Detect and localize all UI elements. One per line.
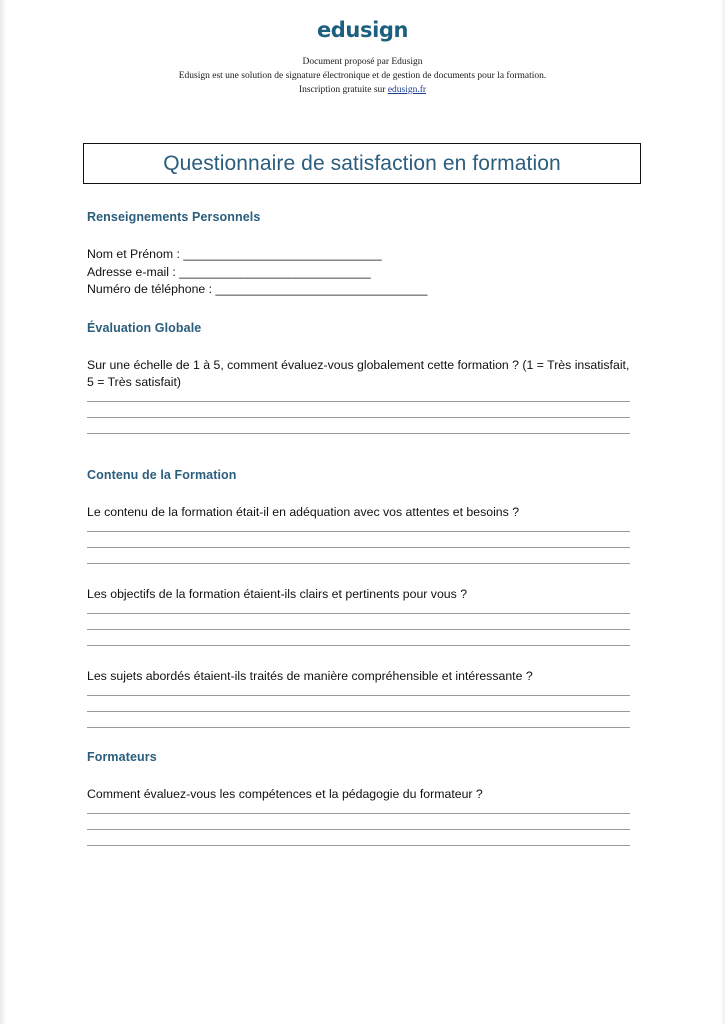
brand-wordmark [317,18,408,42]
header-line-3-prefix: Inscription gratuite sur [298,85,388,95]
question-text: Sur une échelle de 1 à 5, comment évaluez-vous globalement cette formation ? (1 = Très insatisfait, 5 = Très satisfait) [87,357,630,389]
question-block [87,586,632,646]
brand-logo [0,0,725,42]
answer-line[interactable] [87,829,630,830]
section-heading: Évaluation Globale [87,320,202,335]
answer-line[interactable] [87,711,630,712]
header-line-1: Document proposé par Edusign [302,57,423,67]
header-line-2: Edusign est une solution de signature électronique et de gestion de documents pour la formation. [178,71,547,81]
brand-name-part1: edu [316,18,360,42]
header-line-3 [0,83,725,97]
question-text: Comment évaluez-vous les compétences et la pédagogie du formateur ? [87,786,483,801]
edusign-website-link[interactable]: edusign.fr [387,85,427,95]
section-heading: Renseignements Personnels [87,210,261,224]
answer-lines[interactable] [87,531,632,564]
document-title-box [83,143,641,184]
answer-line[interactable] [87,613,630,614]
field-adresse-email[interactable]: Adresse e-mail : ____________________________ [87,264,371,279]
answer-line[interactable] [87,695,630,696]
answer-lines[interactable] [87,401,632,434]
answer-line[interactable] [87,629,630,630]
brand-name-part2: sign [359,18,409,42]
answer-lines[interactable] [87,613,632,646]
field-nom-prenom[interactable]: Nom et Prénom : _____________________________ [87,247,382,261]
question-text: Le contenu de la formation était-il en adéquation avec vos attentes et besoins ? [87,504,520,519]
answer-line[interactable] [87,417,630,418]
section-formateurs [87,750,632,846]
answer-line[interactable] [87,401,630,402]
question-text: Les objectifs de la formation étaient-ils clairs et pertinents pour vous ? [87,586,468,601]
section-renseignements-personnels [87,210,632,299]
header-description [0,55,725,97]
answer-line[interactable] [87,813,630,814]
answer-line[interactable] [87,531,630,532]
answer-lines[interactable] [87,813,632,846]
answer-lines[interactable] [87,695,632,728]
section-heading: Formateurs [87,749,157,764]
field-numero-telephone[interactable]: Numéro de téléphone : _______________________________ [87,282,428,296]
section-evaluation-globale [87,321,632,434]
question-block [87,504,632,564]
question-block [87,668,632,728]
section-contenu-de-la-formation [87,468,632,728]
form-body [87,210,632,846]
question-text: Les sujets abordés étaient-ils traités de manière compréhensible et intéressante ? [87,668,533,683]
page-title: Questionnaire de satisfaction en formation [163,151,561,175]
answer-line[interactable] [87,845,630,846]
answer-line[interactable] [87,547,630,548]
section-heading: Contenu de la Formation [87,467,237,482]
